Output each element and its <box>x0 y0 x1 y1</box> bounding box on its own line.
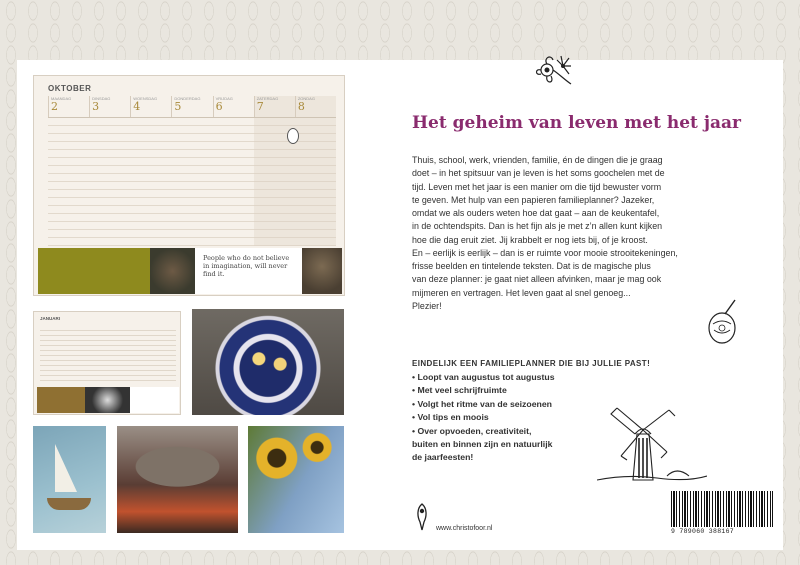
barcode-bars <box>671 491 773 527</box>
day-date: 3 <box>92 100 100 113</box>
intro-line: mijmeren en vertragen. Het leven gaat al snel genoeg... <box>412 287 631 298</box>
feature-item: • Volgt het ritme van de seizoenen <box>412 398 552 409</box>
intro-line: van deze planner: je gaat niet alleen afvinken, maar je mag ook <box>412 274 662 285</box>
flower-drawing-icon <box>525 40 585 100</box>
planner-day-header <box>48 96 336 118</box>
day-name: DINSDAG <box>92 96 111 101</box>
intro-line: omdat we als ouders weten hoe dat gaat – aan de keukentafel, <box>412 208 660 218</box>
feature-item: • Over opvoeden, creativiteit, <box>412 425 532 436</box>
day-name: MAANDAG <box>51 96 72 101</box>
lemon-drink-drawing-icon <box>705 298 743 346</box>
planner-preview-oktober <box>33 75 345 296</box>
book-back-cover <box>17 60 783 550</box>
day-date: 5 <box>174 100 182 113</box>
feature-list <box>412 371 612 465</box>
day-name: ZONDAG <box>297 96 315 101</box>
day-column <box>89 96 130 117</box>
intro-line: in de ochtendspits. Dan is het fijn als je met z’n allen kunt kijken <box>412 221 663 232</box>
planner-bottom-strip <box>38 248 342 294</box>
animal-photo <box>302 248 342 294</box>
intro-line: te geven. Met hulp van een papieren familieplanner? Jazeker, <box>412 194 655 205</box>
day-column <box>213 96 254 117</box>
day-date: 7 <box>256 100 264 113</box>
day-name: VRIJDAG <box>215 96 233 101</box>
intro-text <box>412 154 712 313</box>
day-column <box>171 96 212 117</box>
planner-writing-lines <box>40 326 176 384</box>
day-date: 6 <box>215 100 223 113</box>
feature-item: de jaarfeesten! <box>412 452 474 463</box>
tip-text-block <box>37 387 85 413</box>
isbn-barcode <box>671 491 773 537</box>
day-date: 4 <box>133 100 141 113</box>
candle-plate-photo <box>192 309 344 415</box>
feature-item: • Loopt van augustus tot augustus <box>412 372 555 382</box>
day-column <box>130 96 171 117</box>
tree-photo <box>150 248 195 294</box>
day-name: WOENSDAG <box>133 96 158 101</box>
publisher-logo-icon <box>414 502 430 532</box>
windmill-drawing-icon <box>597 400 707 485</box>
intro-line: hoe die dag eruit ziet. Jij krabbelt er nog iets bij, of je kroost. <box>412 234 648 245</box>
isbn-number: 9 789060 388167 <box>671 528 735 535</box>
feature-item: • Met veel schrijfruimte <box>412 385 507 396</box>
day-column <box>295 96 336 117</box>
roasting-chestnuts-photo <box>117 426 238 533</box>
day-column <box>48 96 89 117</box>
planner-month-label: OKTOBER <box>48 84 92 93</box>
silhouette-photo <box>85 387 130 413</box>
sailboat-photo <box>33 426 106 533</box>
publisher-url: www.christofoor.nl <box>436 525 493 532</box>
planner-preview-januari <box>33 311 181 415</box>
intro-line: doet – in het spitsuur van je leven is het soms goochelen met de <box>412 168 665 179</box>
day-name: DONDERDAG <box>174 96 201 101</box>
day-column <box>254 96 295 117</box>
intro-line: Plezier! <box>412 300 442 311</box>
day-name: ZATERDAG <box>256 96 279 101</box>
planner-month-label: JANUARI <box>40 316 61 321</box>
feature-heading: EINDELIJK EEN FAMILIEPLANNER DIE BIJ JULLIE PAST! <box>412 359 651 368</box>
intro-line: Thuis, school, werk, vrienden, familie, én de dingen die je graag <box>412 155 663 165</box>
day-date: 2 <box>51 100 58 113</box>
intro-line: frisse beelden en tintelende teksten. Dat is de magische plus <box>412 261 651 271</box>
feature-item: buiten en binnen zijn en natuurlijk <box>412 439 553 450</box>
planner-quote: People who do not believe in imagination, will never find it. <box>195 248 302 294</box>
planner-bottom-strip <box>37 387 179 413</box>
day-date: 8 <box>297 100 305 113</box>
intro-line: tijd. Leven met het jaar is een manier om die tijd bewuster vorm <box>412 181 662 192</box>
tip-text-block <box>38 248 150 294</box>
moon-stamp-icon <box>287 128 299 144</box>
feature-item: • Vol tips en moois <box>412 412 489 423</box>
cover-title: Het geheim van leven met het jaar <box>412 113 741 133</box>
intro-line: En – eerlijk is eerlijk – dan is er ruimte voor mooie strooitekeningen, <box>412 247 678 258</box>
sunflowers-photo <box>248 426 344 533</box>
quote-block <box>130 387 179 413</box>
